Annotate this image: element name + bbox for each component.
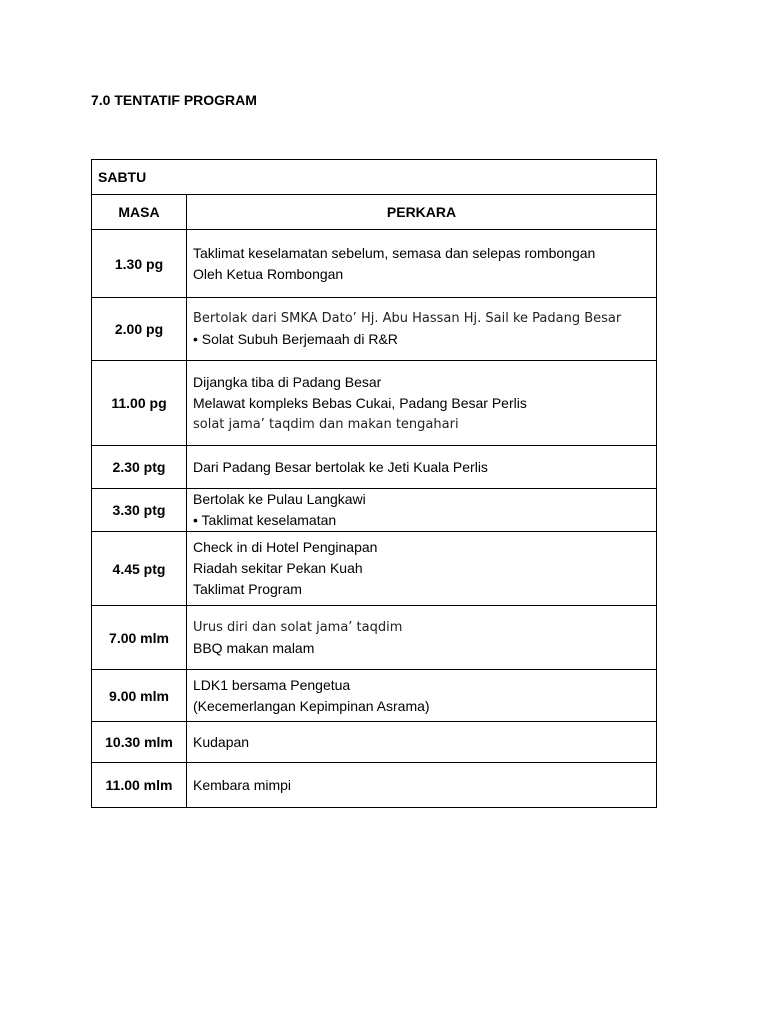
table-row <box>92 670 657 722</box>
time-cell: 7.00 mlm <box>92 606 187 670</box>
table-row <box>92 763 657 808</box>
activity-line: Oleh Ketua Rombongan <box>193 265 344 282</box>
activity-line: Riadah sekitar Pekan Kuah <box>193 560 363 576</box>
activity-line: Check in di Hotel Penginapan <box>193 539 378 555</box>
activity-line: Dari Padang Besar bertolak ke Jeti Kuala Perlis <box>193 458 488 475</box>
activity-line: • Solat Subuh Berjemaah di R&R <box>193 331 398 347</box>
time-cell: 10.30 mlm <box>92 722 187 763</box>
activity-line: Kudapan <box>193 733 250 750</box>
time-cell: 4.45 ptg <box>92 532 187 606</box>
table-row <box>92 489 657 532</box>
activity-line: Kembara mimpi <box>193 776 292 793</box>
activity-line: LDK1 bersama Pengetua <box>193 676 351 693</box>
time-cell: 9.00 mlm <box>92 670 187 722</box>
schedule-table <box>91 159 657 808</box>
document-heading: 7.0 TENTATIF PROGRAM <box>91 92 257 108</box>
activity-cell <box>187 670 657 722</box>
time-cell: 3.30 ptg <box>92 489 187 532</box>
activity-cell <box>187 763 657 808</box>
activity-line: Melawat kompleks Bebas Cukai, Padang Besar Perlis <box>193 394 527 411</box>
time-cell: 11.00 pg <box>92 361 187 446</box>
table-row <box>92 722 657 763</box>
column-header-item: PERKARA <box>187 195 657 230</box>
day-row <box>92 160 657 195</box>
table-row <box>92 606 657 670</box>
activity-line: Bertolak ke Pulau Langkawi <box>193 491 366 507</box>
activity-line: Taklimat keselamatan sebelum, semasa dan selepas rombongan <box>193 244 596 261</box>
activity-line: (Kecemerlangan Kepimpinan Asrama) <box>193 697 430 714</box>
table-row <box>92 446 657 489</box>
activity-cell <box>187 489 657 532</box>
time-cell: 2.00 pg <box>92 298 187 361</box>
activity-line: Taklimat Program <box>193 581 302 597</box>
activity-cell <box>187 298 657 361</box>
activity-cell <box>187 722 657 763</box>
day-label: SABTU <box>92 160 657 195</box>
activity-line: Bertolak dari SMKA Dato’ Hj. Abu Hassan Hj. Sail ke Padang Besar <box>193 311 622 326</box>
table-row <box>92 532 657 606</box>
activity-cell <box>187 361 657 446</box>
activity-cell <box>187 446 657 489</box>
time-cell: 11.00 mlm <box>92 763 187 808</box>
table-row <box>92 230 657 298</box>
activity-line: Urus diri dan solat jama’ taqdim <box>193 619 403 635</box>
header-row <box>92 195 657 230</box>
activity-cell <box>187 532 657 606</box>
activity-line: BBQ makan malam <box>193 639 315 656</box>
activity-cell <box>187 230 657 298</box>
time-cell: 2.30 ptg <box>92 446 187 489</box>
activity-line: Dijangka tiba di Padang Besar <box>193 373 382 390</box>
table-row <box>92 298 657 361</box>
column-header-time: MASA <box>92 195 187 230</box>
activity-line: • Taklimat keselamatan <box>193 512 337 528</box>
table-row <box>92 361 657 446</box>
activity-cell <box>187 606 657 670</box>
time-cell: 1.30 pg <box>92 230 187 298</box>
activity-line: solat jama’ taqdim dan makan tengahari <box>193 416 459 432</box>
